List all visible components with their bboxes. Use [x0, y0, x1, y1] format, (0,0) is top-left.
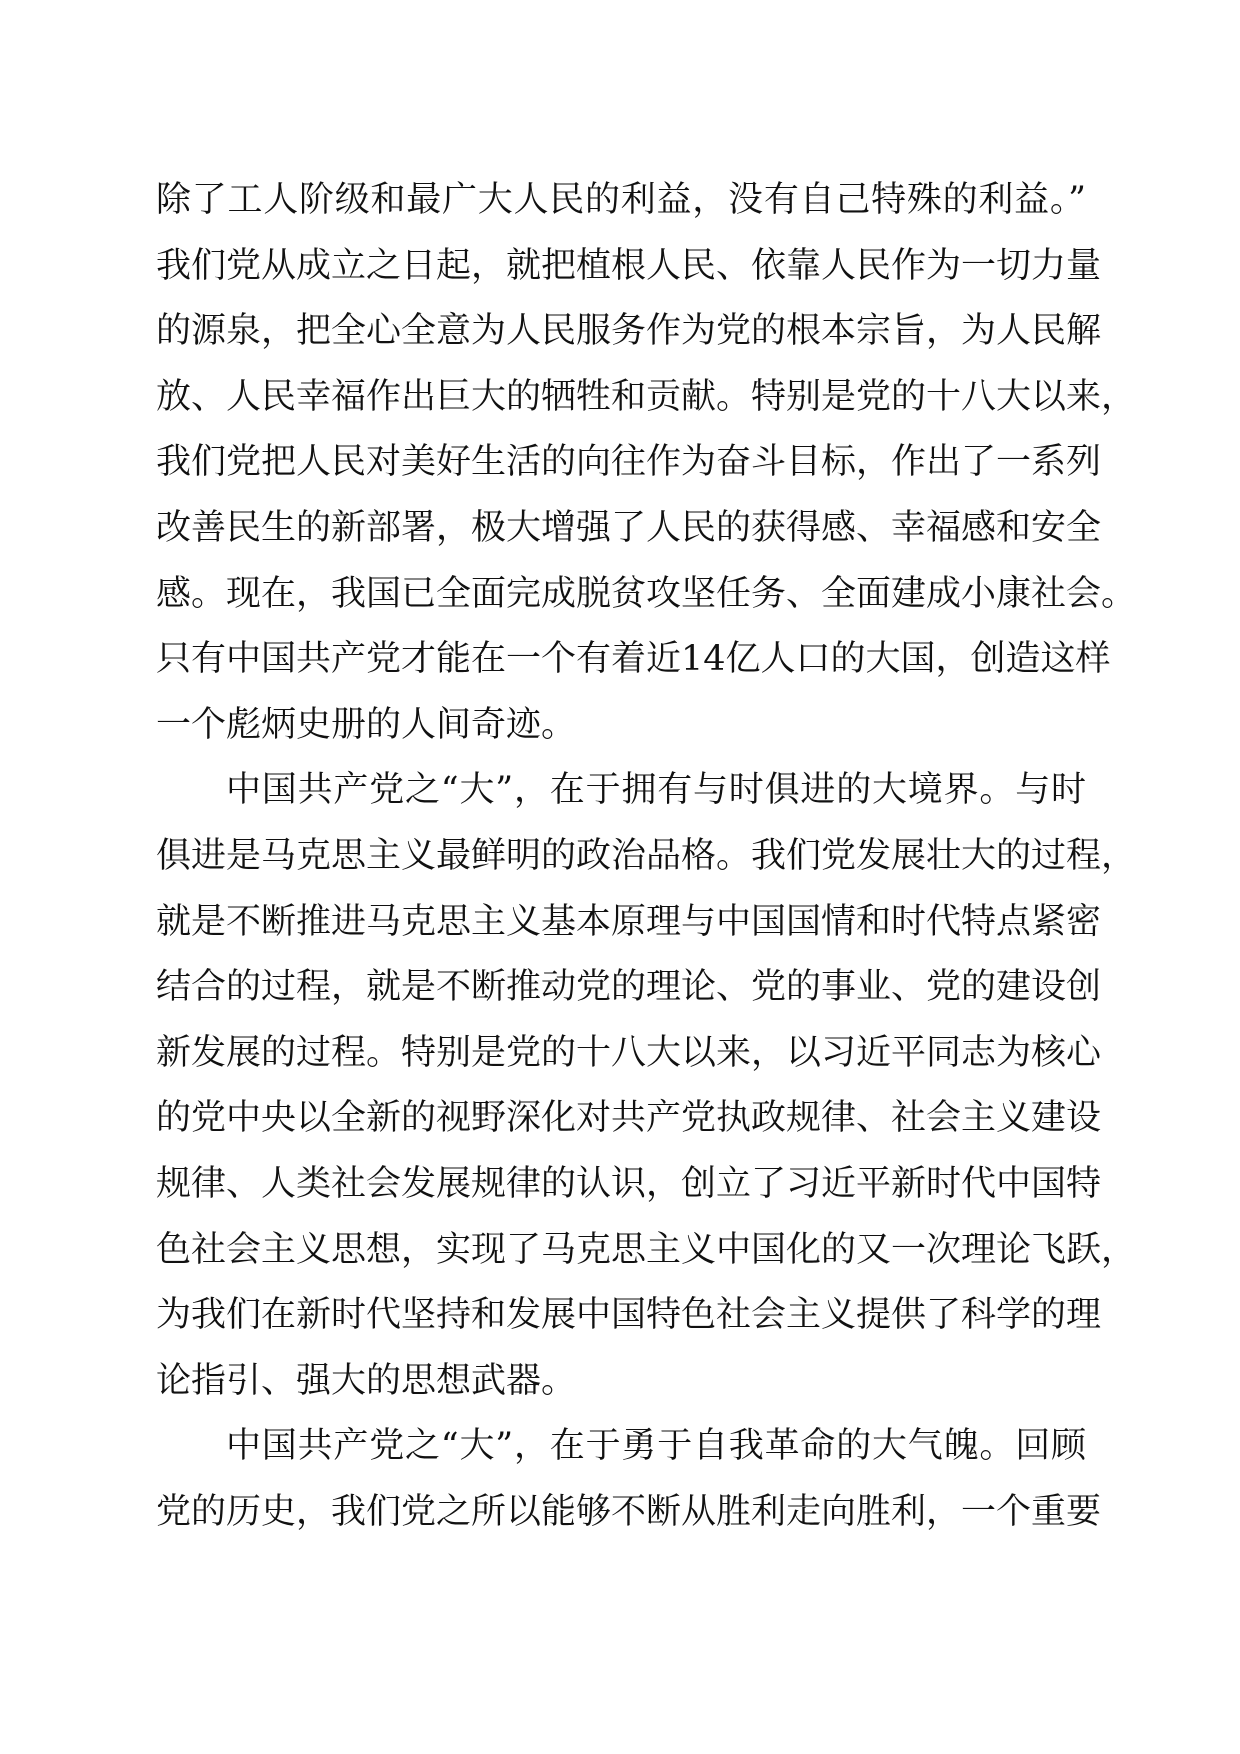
- text-line: 为我们在新时代坚持和发展中国特色社会主义提供了科学的理: [156, 1295, 1102, 1336]
- text-line: 色社会主义思想，实现了马克思主义中国化的又一次理论飞跃，: [156, 1229, 1137, 1270]
- text-line: 改善民生的新部署，极大增强了人民的获得感、幸福感和安全: [156, 507, 1102, 548]
- text-line: 论指引、强大的思想武器。: [156, 1360, 577, 1401]
- text-line: 放、人民幸福作出巨大的牺牲和贡献。特别是党的十八大以来，: [156, 376, 1137, 417]
- text-line: 党的历史，我们党之所以能够不断从胜利走向胜利，一个重要: [156, 1491, 1102, 1532]
- text-line: 的源泉，把全心全意为人民服务作为党的根本宗旨，为人民解: [156, 311, 1102, 352]
- text-line: 规律、人类社会发展规律的认识，创立了习近平新时代中国特: [156, 1163, 1102, 1204]
- text-line: 新发展的过程。特别是党的十八大以来，以习近平同志为核心: [156, 1032, 1102, 1073]
- text-line: 中国共产党之“大”，在于勇于自我革命的大气魄。回顾: [226, 1426, 1086, 1467]
- text-line: 俱进是马克思主义最鲜明的政治品格。我们党发展壮大的过程，: [156, 835, 1137, 876]
- text-line: 结合的过程，就是不断推动党的理论、党的事业、党的建设创: [156, 967, 1102, 1008]
- text-line: 只有中国共产党才能在一个有着近14亿人口的大国，创造这样: [156, 639, 1111, 680]
- text-line: 就是不断推进马克思主义基本原理与中国国情和时代特点紧密: [156, 901, 1102, 942]
- text-line: 感。现在，我国已全面完成脱贫攻坚任务、全面建成小康社会。: [156, 573, 1137, 614]
- text-line: 中国共产党之“大”，在于拥有与时俱进的大境界。与时: [226, 770, 1086, 811]
- body-text: [156, 168, 1137, 1545]
- text-line: 的党中央以全新的视野深化对共产党执政规律、社会主义建设: [156, 1098, 1102, 1139]
- text-line: 除了工人阶级和最广大人民的利益，没有自己特殊的利益。”: [156, 180, 1086, 220]
- text-line: 我们党从成立之日起，就把植根人民、依靠人民作为一切力量: [156, 245, 1102, 286]
- text-line: 一个彪炳史册的人间奇迹。: [156, 704, 577, 745]
- text-line: 我们党把人民对美好生活的向往作为奋斗目标，作出了一系列: [156, 442, 1102, 483]
